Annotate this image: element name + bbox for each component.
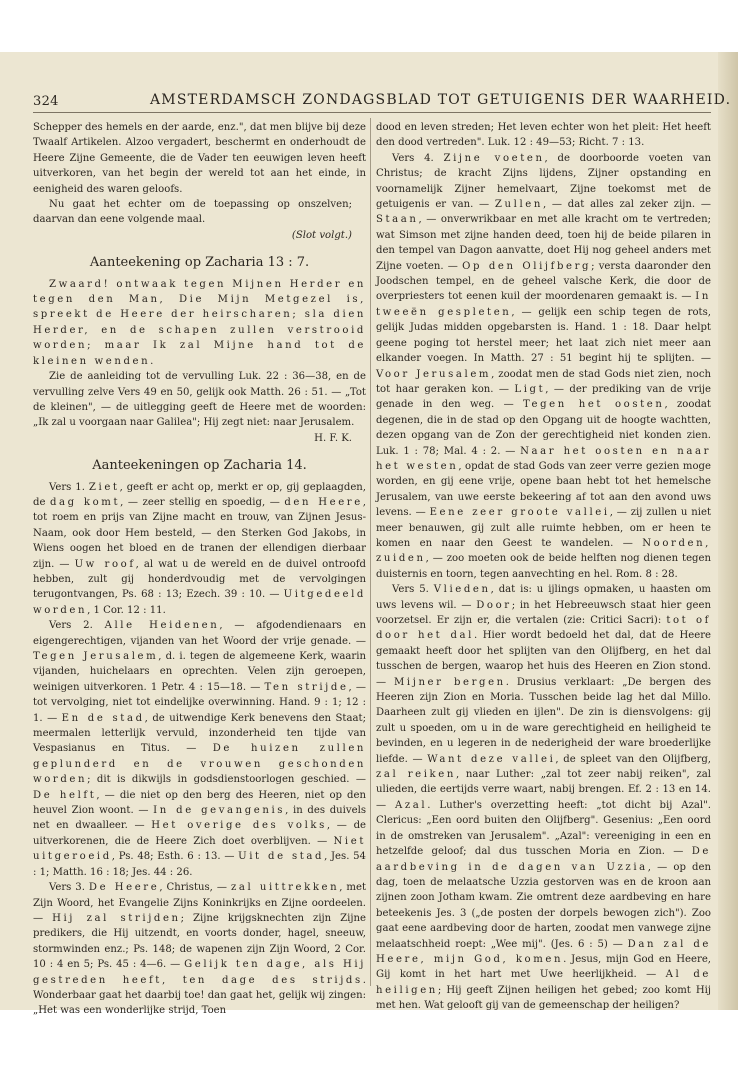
text-run: , de doorboorde voeten van Christus; de kracht Zijns lijdens, Zijner opstanding en voornamelijk Zijner hemelvaart, Zijne toekomst met de getuigenis er van. — (376, 152, 711, 211)
text-run: , — de uitverkorenen, die de Heere Zich doet overblijven. — (33, 820, 366, 847)
spaced-term: Eene zeer groote vallei (429, 507, 610, 519)
spaced-term: Mijner bergen (393, 676, 506, 688)
spaced-term: Al de heiligen (376, 969, 711, 996)
signature-line (33, 431, 366, 446)
spaced-term: Zullen (494, 199, 543, 211)
spaced-term: den Heere (284, 496, 363, 508)
spaced-term: Alle Heidenen (104, 620, 220, 632)
text-run: , Christus, — (159, 882, 231, 894)
paragraph-vers-3-continued (376, 120, 711, 151)
left-column (33, 120, 366, 1019)
text-run: . Jesus, mijn God en Heere, Gij komt in het hart met Uwe heerlijkheid. — (376, 953, 711, 981)
spaced-term: De aardbeving in de dagen van Uzzia (376, 846, 711, 873)
paragraph-vers-1 (33, 480, 366, 619)
text-run: ; Hij geeft Zijnen heiligen het gebed; zoo komt Hij met hen. Wat gelooft gij van de gemeenschap der heiligen? (376, 984, 711, 1012)
spaced-term: Hij zal strijden (52, 912, 181, 924)
spaced-term: Staan (376, 214, 419, 226)
text-run: , — tot vervolging, niet tot eindelijke overwinning. Hand. 9 : 1; 12 : 1. — (33, 681, 366, 724)
spaced-term: Door (476, 599, 512, 611)
text-run: , zoodat degenen, die in de stad op den Opgang uit de hoogte wachtten, dezen opgang van de Zon der gerechtigheid niet konden zien. Luk. 1 : 78; Mal. 4 : 2. — (376, 399, 711, 457)
spaced-term: In tweeën gespleten (376, 291, 711, 318)
spaced-term: Azal (395, 799, 428, 811)
paragraph-vervulling: Zie de aanleiding tot de vervulling Luk. 22 : 36—38, en de vervulling zelve Vers 49 en 50, gelijk ook Matth. 26 : 51. — „Tot de kleinen", — de uitlegging geeft de Heere met de woorden: „Ik zal u voorgaan naar Galilea"; Hij zegt niet: naar Jerusalem. (33, 371, 366, 429)
spaced-term: Tegen Jerusalem (33, 651, 159, 662)
heading-zacharia-14: Aanteekeningen op Zacharia 14. (92, 458, 307, 474)
text-run: , — afgodendienaars en eigengerechtigen, vijanden van het Woord der vrije genade. — (33, 620, 366, 647)
text-run: . Drusius verklaart: „De bergen des Heeren zijn Zion en Moria. Tusschen beide lag het dal Millo. Daarheen zult gij vlieden en ijlen". De zin is diensvolgens: gij zult u spoeden, om u in de ware gerechtigheid en heiligheid te bevinden, en u legeren in de nederigheid der ware broederlijke liefde. — (376, 676, 712, 765)
text-run: Vers 2. (49, 620, 105, 632)
text-run: , — zeer stellig en spoedig, — (120, 496, 285, 508)
text-run: , dat is: u ijlings opmaken, u haasten om uws levens wil. — (376, 584, 711, 611)
spaced-term: In de gevangenis (153, 805, 286, 817)
heading-zacharia-13-7: Aanteekening op Zacharia 13 : 7. (89, 255, 310, 271)
text-run: dood en leven streden; Het leven echter won het pleit: Het heeft den dood vertreden". Luk. 12 : 49—53; Richt. 7 : 13. (376, 122, 711, 149)
text-run: , — zij zullen u niet meer benauwen, gij zult alle ruimte hebben, om er heen te komen en naar den Geest te wandelen. — (376, 507, 711, 549)
text-run: ; versta daaronder den Joodschen tempel, en de geheel valsche Kerk, die door de overpriesters tot eenen kuil der moordenaren gemaakt is. — (376, 260, 711, 303)
text-run: , zoodat men de stad Gods niet zien, noch tot haar geraken kon. — (376, 368, 711, 395)
text-run: , — op den dag, toen de melaatsche Uzzia gestorven was en de kroon aan zijnen zoon Jotham kwam. Zie omtrent deze aardbeving en hare beteekenis Jes. 3 („de posten der dorpels bewogen zich"). Zoo gaat eene aardbeving door de harten, zoodat men vanwege zijne melaatschheid roept: „Wee mij". (Jes. 6 : 5) — (376, 861, 711, 950)
text-run: , de uitwendige Kerk benevens den Staat; meermalen letterlijk vervuld, inzonderheid ten tijde van Vespasianus en Titus. — (33, 712, 366, 755)
verse-zacharia-13-7: Zwaard! ontwaak tegen Mijnen Herder en tegen den Man, Die Mijn Metgezel is, spreekt de Heere der heirscharen; sla dien Herder, en de schapen zullen verstrooid worden; maar Ik zal Mijne hand tot de kleinen wenden. (33, 278, 366, 367)
spaced-term: Voor Jerusalem (376, 368, 492, 380)
spaced-term: Ten strijde (264, 681, 349, 693)
slot-volgt: (Slot volgt.) (291, 229, 352, 241)
text-run: ; Zijne krijgsknechten zijn Zijne predikers, die Hij uitzendt, en voorts donder, hagel, sneeuw, stormwinden enz.; Ps. 148; de wapenen zijn Zijn Woord, 2 Cor. 10 : 4 en 5; Ps. 45 : 4—6. — (33, 912, 366, 971)
text-run: . Luther's overzetting heeft: „tot dicht bij Azal". Clericus: „Een oord buiten den Olijfberg". Gesenius: „Een oord in de omstreken van Jerusalem". „Azal": vereeniging in een en hetzelfde geloof; dal dus tusschen Moria en Zion. — (376, 799, 711, 858)
column-separator (370, 118, 371, 986)
text-run: , in des duivels net en dwaalleer. — (33, 805, 366, 832)
spaced-term: De Heere (88, 882, 160, 894)
page-number: 324 (33, 94, 59, 109)
paragraph-vers-5 (376, 582, 711, 1013)
spaced-term: Uw roof (74, 558, 136, 570)
paragraph-vers-3 (33, 880, 366, 1019)
text-run: , — gelijk een schip tegen de rots, gelijk Judas midden opgebarsten is. Hand. 1 : 18. Daar helpt geene poging tot herstel meer; het laat zich niet meer aan elkander voegen. In Matth. 27 : 51 begint hij te splijten. — (376, 306, 712, 365)
paragraph-vers-2 (33, 618, 366, 880)
spaced-term: Ziet (88, 481, 120, 493)
spaced-term: zal uittrekken (230, 882, 340, 894)
text-run: Vers 3. (49, 882, 89, 894)
spaced-term: Op den Olijfberg (462, 260, 592, 272)
text-run: , Jes. 54 : 1; Matth. 16 : 18; Jes. 44 : 26. (33, 851, 366, 878)
text-run: , — die niet op den berg des Heeren, niet op den heuvel Zion woont. — (33, 789, 366, 817)
text-run: , Ps. 48; Esth. 6 : 13. — (111, 851, 239, 863)
paragraph-vers-4 (376, 151, 711, 582)
text-run: , 1 Cor. 12 : 11. (87, 604, 166, 616)
header-rule (33, 112, 711, 113)
spaced-term: Ligt (514, 383, 546, 395)
text-run: Vers 5. (392, 584, 434, 596)
text-run: , — zoo moeten ook de beide helften nog dienen tegen duisternis en toorn, tegen aanvechting en hel. Rom. 8 : 28. (376, 553, 711, 580)
text-run: . Hier wordt bedoeld het dal, dat de Heere gemaakt heeft door het splijten van den Olijfberg, en het dal tusschen de bergen, waarop het huis des Heeren en Zion stond. — (376, 630, 711, 688)
text-run: , met Zijn Woord, het Evangelie Zijns Koninkrijks en Zijne oordeelen. — (33, 882, 366, 924)
page-edge (718, 52, 738, 1010)
text-run: Vers 1. (49, 481, 89, 493)
spaced-term: zal reiken (376, 769, 456, 781)
spaced-term: dag komt (50, 496, 121, 508)
text-run: , — dat alles zal zeker zijn. — (542, 199, 711, 211)
text-run: , naar Luther: „zal tot zeer nabij reiken", zal ulieden, die eertijds verre waart, nabij brengen. Ef. 2 : 13 en 14. — (376, 769, 711, 811)
spaced-term: Tegen het oosten (522, 399, 665, 411)
spaced-term: Gelijk ten dage, als Hij gestreden heeft, ten dage des strijds (33, 959, 366, 986)
spaced-term: De huizen zullen geplunderd en de vrouwen geschonden worden (33, 743, 366, 786)
text-run: , al wat u de wereld en de duivel ontroofd hebben, zult gij honderdvoudig met de vervolgingen terugontvangen, Ps. 68 : 13; Ezech. 39 : 10. — (33, 558, 366, 601)
text-run: , d. i. tegen de algemeene Kerk, waarin vijanden, huichelaars en oprechten. Velen zijn geroepen, weinigen uitverkoren. 1 Petr. 4 : 15—18. — (33, 651, 366, 693)
text-run: ; dit is dikwijls in godsdienstoorlogen geschied. — (87, 774, 366, 786)
paragraph-schepper: Schepper des hemels en der aarde, enz.", dat men blijve bij deze Twaalf Artikelen. Alzoo vergadert, beschermt en onderhoudt de Heere Zijne Gemeente, die de Vader ten eeuwigen leven heeft uitverkoren, van het begin der wereld tot aan het einde, in eenigheid des waren geloofs. (33, 122, 366, 195)
text-run: ; in het Hebreeuwsch staat hier geen voorzetsel. Er zijn er, die vertalen (zie: Critici Sacri): (376, 599, 711, 626)
spaced-term: Want deze vallei (427, 753, 556, 765)
spaced-term: Naar het oosten en naar het westen (376, 445, 711, 472)
text-run: , — der prediking van de vrije genade in den weg. — (376, 383, 711, 411)
text-run: , de spleet van den Olijfberg, (555, 753, 711, 765)
spaced-term: En de stad (61, 712, 145, 724)
spaced-term: Het overige des volks (151, 820, 327, 832)
right-column (376, 120, 711, 1014)
spaced-term: Vlieden (433, 584, 491, 596)
slot-volgt-line (33, 228, 366, 243)
text-run: , tot roem en prijs van Zijne macht en trouw, van Zijnen Jesus-Naam, ook door Hem besteld, — den Sterken God Jakobs, in Wiens oogen het bloed en de tranen der ellendigen dierbaar zijn. — (33, 496, 367, 570)
spaced-term: Uit de stad (238, 851, 325, 863)
text-run: , opdat de stad Gods van zeer verre gezien moge worden, en gij eene vrije, opene baan hebt tot het hemelsche Jerusalem, van uwe eerste bekeering af tot aan den avond uws levens. — (376, 460, 711, 519)
spaced-term: Niet uitgeroeid (33, 835, 366, 863)
text-run: . Wonderbaar gaat het daarbij toe! dan gaat het, gelijk wij zingen: „Het was een wonderlijke strijd, Toen (33, 974, 366, 1017)
paragraph-toepassing (33, 197, 366, 228)
spaced-term: Dan zal de Heere, mijn God, komen (376, 938, 712, 965)
toepassing-text: Nu gaat het echter om de toepassing op onszelven; daarvan dan eene volgende maal. (33, 199, 352, 226)
text-run: , geeft er acht op, merkt er op, gij geplaagden, de (33, 481, 367, 508)
spaced-term: Zijne voeten (443, 152, 545, 164)
spaced-term: Noorden, zuiden (376, 537, 711, 565)
spaced-term: tot of door het dal (376, 615, 712, 642)
spaced-term: De helft (33, 789, 97, 801)
signature-hfk: H. F. K. (314, 432, 352, 444)
text-run: , — onverwrikbaar en met alle kracht om te vertreden; wat Simson met zijne handen deed, toen hij de beide pilaren in den tempel van Dagon aanvatte, doet Hij nog geheel anders met Zijne voeten. — (376, 214, 711, 272)
spaced-term: Uitgedeeld worden (33, 589, 366, 616)
text-run: Vers 4. (392, 152, 444, 164)
running-title: AMSTERDAMSCH ZONDAGSBLAD TOT GETUIGENIS DER WAARHEID. (150, 92, 732, 108)
